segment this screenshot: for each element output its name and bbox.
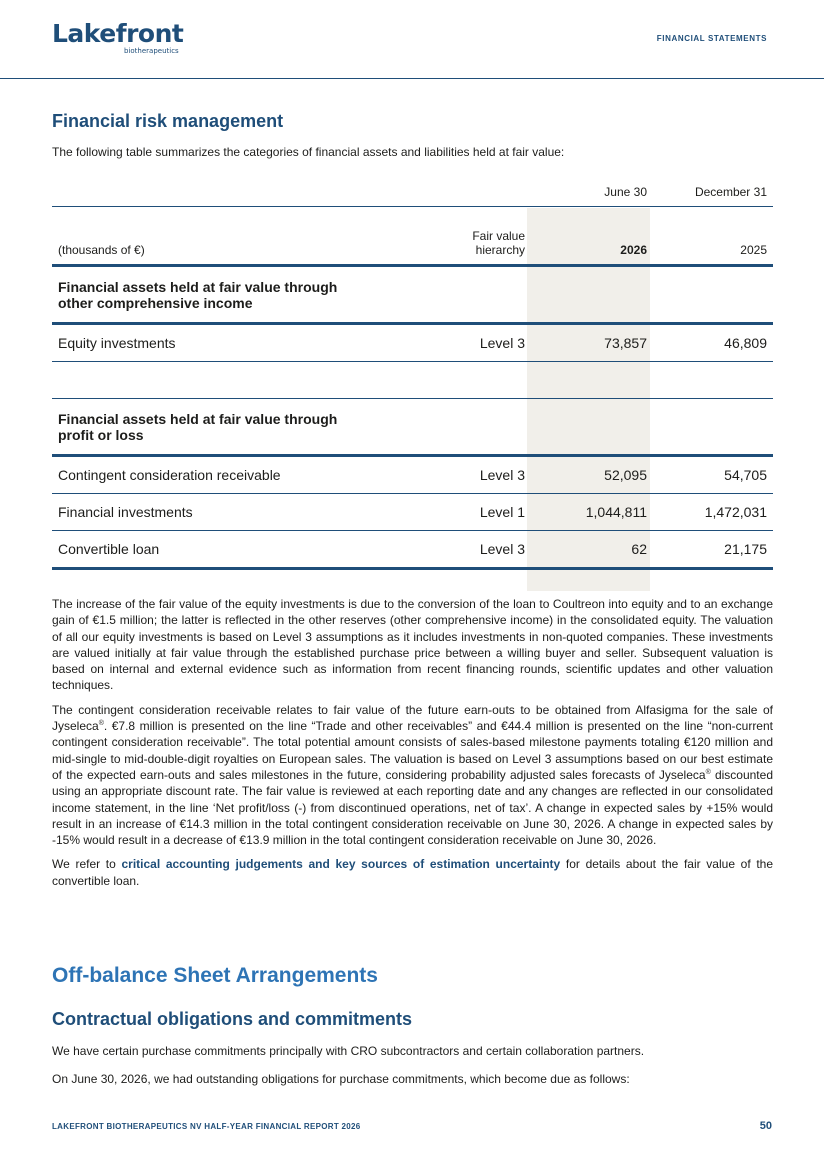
spacer-row — [52, 362, 773, 399]
unit-label: (thousands of €) — [52, 207, 420, 266]
section-pl-title: Financial assets held at fair value through profit or loss — [52, 399, 531, 456]
table-row: Equity investments Level 3 73,857 46,809 — [52, 324, 773, 362]
table-period-row — [52, 178, 773, 207]
year-2026-header: 2026 — [531, 207, 653, 266]
obligations-paragraph: On June 30, 2026, we had outstanding obligations for purchase commitments, which become due as follows: — [52, 1072, 630, 1086]
fair-value-table — [52, 178, 773, 570]
page-header — [0, 0, 824, 79]
commitments-paragraph: We have certain purchase commitments principally with CRO subcontractors and certain collaboration partners. — [52, 1044, 645, 1058]
estimation-uncertainty-link[interactable]: critical accounting judgements and key sources of estimation uncertainty — [121, 857, 561, 872]
table-header-row — [52, 207, 773, 266]
obligations-heading: Contractual obligations and commitments — [52, 1009, 413, 1029]
equity-paragraph: The increase of the fair value of the equity investments is due to the conversion of the loan to Coultreon into equity and to an exchange gain of €1.5 million; the latter is reflected in the other reserves (other comprehensive income) in the consolidated equity. The valuation of all our equity investments is based on Level 3 assumptions as it includes investments in non-quoted companies. These investments are valued initially at fair value through the established purchase price between a willing buyer and seller. Subsequent valuation is based on internal and external evidence such as information from recent financing rounds, scientific updates and other valuation techniques. — [52, 597, 773, 693]
section-label: FINANCIAL STATEMENTS — [656, 34, 767, 43]
col-june-header: June 30 — [604, 185, 647, 199]
contingent-paragraph: The contingent consideration receivable relates to fair value of the future earn-outs to be obtained from Alfasigma for the sale of Jyseleca®. €7.8 million is presented on the line “Trade and other receivables” and €44.4 million is presented on the line “non-current contingent consideration receivable”. The total potential amount consists of sales-based milestone payments totaling €120 million and mid-single to mid-double-digit royalties on European sales. The valuation is based on Level 3 assumptions based on our best estimate of the expected earn-outs and sales milestones in the future, considering probability adjusted sales forecasts of Jyseleca® discounted using an appropriate discount rate. The fair value is reviewed at each reporting date and any changes are reflected in our consolidated income statement, in the line ‘Net profit/loss (-) from discontinued operations, net of tax’. A change in expected sales by +15% would result in an increase of €14.3 million in the total contingent consideration receivable on June 30, 2026. A change in expected sales by -15% would result in a decrease of €13.9 million in the total contingent consideration receivable on June 30, 2026. — [52, 702, 773, 848]
logo-wordmark: Lakefront — [52, 19, 184, 48]
footer-title: LAKEFRONT BIOTHERAPEUTICS NV HALF-YEAR FINANCIAL REPORT 2026 — [52, 1122, 361, 1131]
logo-tagline: biotherapeutics — [124, 47, 179, 55]
section-pl-row — [52, 399, 773, 456]
body-text — [52, 596, 773, 897]
section-oci-title: Financial assets held at fair value through other comprehensive income — [52, 266, 531, 324]
section-oci-row — [52, 266, 773, 324]
page-number: 50 — [759, 1120, 772, 1132]
table-row: Contingent consideration receivable Level 3 52,095 54,705 — [52, 456, 773, 494]
company-logo — [52, 19, 184, 55]
col-dec-header: December 31 — [694, 185, 767, 199]
reference-paragraph: We refer to critical accounting judgements and key sources of estimation uncertainty for details about the fair value of the convertible loan. — [52, 857, 774, 888]
year-2025-header: 2025 — [653, 207, 773, 266]
risk-heading: Financial risk management — [52, 111, 284, 131]
table-row: Convertible loan Level 3 62 21,175 — [52, 531, 773, 569]
off-balance-heading: Off-balance Sheet Arrangements — [52, 964, 378, 987]
hierarchy-header: Fair value hierarchy — [420, 207, 531, 266]
risk-intro: The following table summarizes the categories of financial assets and liabilities held at fair value: — [52, 145, 565, 159]
table-row: Financial investments Level 1 1,044,811 1,472,031 — [52, 494, 773, 531]
